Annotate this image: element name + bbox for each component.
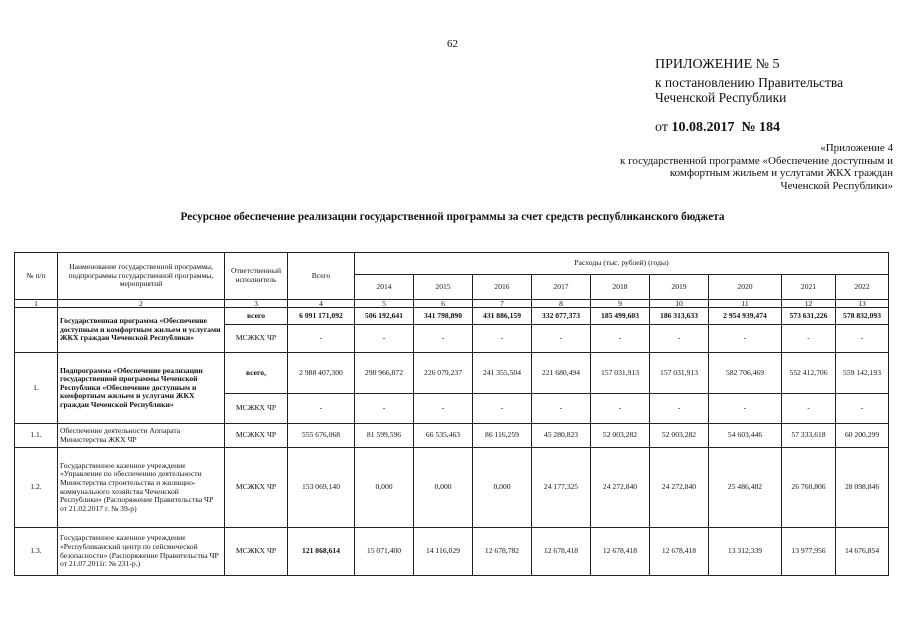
column-index: 13 [836,300,889,308]
header-year: 2018 [591,275,650,300]
column-index: 11 [709,300,782,308]
budget-table [14,252,889,576]
column-index: 5 [355,300,414,308]
row-value: 52 003,282 [650,424,709,448]
column-index: 12 [782,300,836,308]
row-value: 2 954 939,474 [709,308,782,325]
header-year: 2017 [532,275,591,300]
row-value: - [836,394,889,424]
header-name: Наименование государственной программы, подпрограммы государственной программы, мероприятий [58,253,225,300]
decree-prefix: от [655,120,668,135]
reference-block [553,142,893,192]
row-value: - [591,394,650,424]
reference-line4: Чеченской Республики» [780,179,893,192]
column-index: 3 [225,300,288,308]
decree-date: 10.08.2017 [671,120,735,135]
row-value: 54 603,446 [709,424,782,448]
row-value: 52 003,282 [591,424,650,448]
column-index: 6 [414,300,473,308]
row-value: - [414,325,473,353]
row-name: Подпрограмма «Обеспечение реализации государственной программы Чеченской Республики «Обеспечение доступным и комфортным жильем и услугами ЖКХ граждан Чеченской Республики» [58,353,225,424]
table-row [15,424,889,448]
row-value: 60 200,299 [836,424,889,448]
row-name: Государственное казенное учреждение «Управление по обеспечению деятельности Министерства строительства и жилищно-коммунального хозяйства Чеченской Республики» (Распоряжение Правительства ЧР от 21.02.2017 г. № 39-р) [58,448,225,528]
row-executor: МСЖКХ ЧР [225,448,288,528]
appendix-to-line1: к постановлению Правительства [655,75,844,90]
row-name: Обеспечение деятельности Аппарата Министерства ЖКХ ЧР [58,424,225,448]
row-value: 66 535,463 [414,424,473,448]
row-value: - [650,394,709,424]
row-value: 12 678,782 [473,528,532,576]
row-value: 506 192,641 [355,308,414,325]
row-value: 13 977,956 [782,528,836,576]
table-row [15,308,889,325]
row-value: 12 678,418 [532,528,591,576]
row-value: 12 678,418 [650,528,709,576]
row-total: 153 069,140 [288,448,355,528]
header-num: № п/п [15,253,58,300]
table-row [15,353,889,394]
row-value: - [473,394,532,424]
table-row [15,528,889,576]
header-expenses: Расходы (тыс. рублей) (годы) [355,253,889,275]
row-value: 552 412,706 [782,353,836,394]
column-index: 4 [288,300,355,308]
row-total: - [288,394,355,424]
row-executor: МСЖКХ ЧР [225,528,288,576]
header-year: 2016 [473,275,532,300]
table-header [15,253,889,308]
row-name: Государственное казенное учреждение «Республиканский центр по сейсмической безопасности» (Распоряжение Правительства ЧР от 21.07.2011г. № 231-р.) [58,528,225,576]
row-value: 45 280,823 [532,424,591,448]
header-year: 2021 [782,275,836,300]
row-value: 13 312,339 [709,528,782,576]
row-name: Государственная программа «Обеспечение доступным и комфортным жильем и услугами ЖКХ граждан Чеченской Республики» [58,308,225,353]
column-index: 8 [532,300,591,308]
row-total: - [288,325,355,353]
header-total: Всего [288,253,355,300]
row-value: 226 079,237 [414,353,473,394]
reference-line1: «Приложение 4 [820,142,893,154]
column-index: 9 [591,300,650,308]
header-year: 2014 [355,275,414,300]
decree-line [655,120,900,136]
row-value: 186 313,633 [650,308,709,325]
page-number: 62 [447,38,458,50]
row-value: - [782,325,836,353]
header-year: 2015 [414,275,473,300]
row-value: 12 678,418 [591,528,650,576]
row-value: 25 486,482 [709,448,782,528]
row-value: - [782,394,836,424]
row-executor: МСЖКХ ЧР [225,424,288,448]
row-executor: всего, [225,353,288,394]
row-value: 24 177,325 [532,448,591,528]
document-title: Ресурсное обеспечение реализации государственной программы за счет средств республиканского бюджета [180,211,725,223]
header-year: 2019 [650,275,709,300]
column-index-row [15,300,889,308]
row-value: 86 116,259 [473,424,532,448]
row-number [15,308,58,353]
row-value: - [591,325,650,353]
row-value: 57 333,618 [782,424,836,448]
appendix-title: ПРИЛОЖЕНИЕ № 5 [655,57,780,72]
row-value: 559 142,193 [836,353,889,394]
column-index: 2 [58,300,225,308]
row-value: - [355,394,414,424]
row-value: - [532,325,591,353]
row-value: 221 680,494 [532,353,591,394]
row-value: 241 355,504 [473,353,532,394]
column-index: 10 [650,300,709,308]
row-value: 578 832,093 [836,308,889,325]
row-executor: всего [225,308,288,325]
header-year: 2020 [709,275,782,300]
row-value: 573 631,226 [782,308,836,325]
column-index: 7 [473,300,532,308]
row-value: 582 706,469 [709,353,782,394]
row-value: 81 599,596 [355,424,414,448]
row-total: 6 091 171,092 [288,308,355,325]
row-value: 341 798,890 [414,308,473,325]
row-number: 1. [15,353,58,424]
row-value: - [532,394,591,424]
row-value: - [355,325,414,353]
row-value: 185 499,603 [591,308,650,325]
row-value: 157 031,913 [650,353,709,394]
row-number: 1.3. [15,528,58,576]
row-number: 1.2. [15,448,58,528]
row-value: - [473,325,532,353]
row-value: 0,000 [414,448,473,528]
row-value: 15 071,400 [355,528,414,576]
reference-line3: комфортным жильем и услугами ЖКХ граждан [669,167,893,179]
header-executor: Ответственный исполнитель [225,253,288,300]
row-value: 290 966,872 [355,353,414,394]
row-value: - [414,394,473,424]
header-year: 2022 [836,275,889,300]
row-number: 1.1. [15,424,58,448]
row-value: - [709,325,782,353]
column-index: 1 [15,300,58,308]
row-value: 157 031,913 [591,353,650,394]
row-value: 0,000 [473,448,532,528]
decree-number: № 184 [741,120,781,135]
row-value: 24 272,840 [591,448,650,528]
reference-line2: к государственной программе «Обеспечение доступным и [619,154,893,167]
row-value: 24 272,840 [650,448,709,528]
row-value: - [650,325,709,353]
row-value: 332 077,373 [532,308,591,325]
row-value: - [709,394,782,424]
row-value: 14 116,029 [414,528,473,576]
table-body [15,308,889,576]
table-row [15,448,889,528]
row-total: 555 676,068 [288,424,355,448]
row-value: 431 886,159 [473,308,532,325]
row-executor: МСЖКХ ЧР [225,325,288,353]
row-value: 14 676,854 [836,528,889,576]
row-value: 26 760,806 [782,448,836,528]
appendix-block [655,56,900,136]
row-total: 2 988 407,300 [288,353,355,394]
row-total: 121 868,614 [288,528,355,576]
row-value: - [836,325,889,353]
row-value: 0,000 [355,448,414,528]
row-executor: МСЖКХ ЧР [225,394,288,424]
row-value: 28 098,846 [836,448,889,528]
appendix-to-line2: Чеченской Республики [655,90,787,105]
